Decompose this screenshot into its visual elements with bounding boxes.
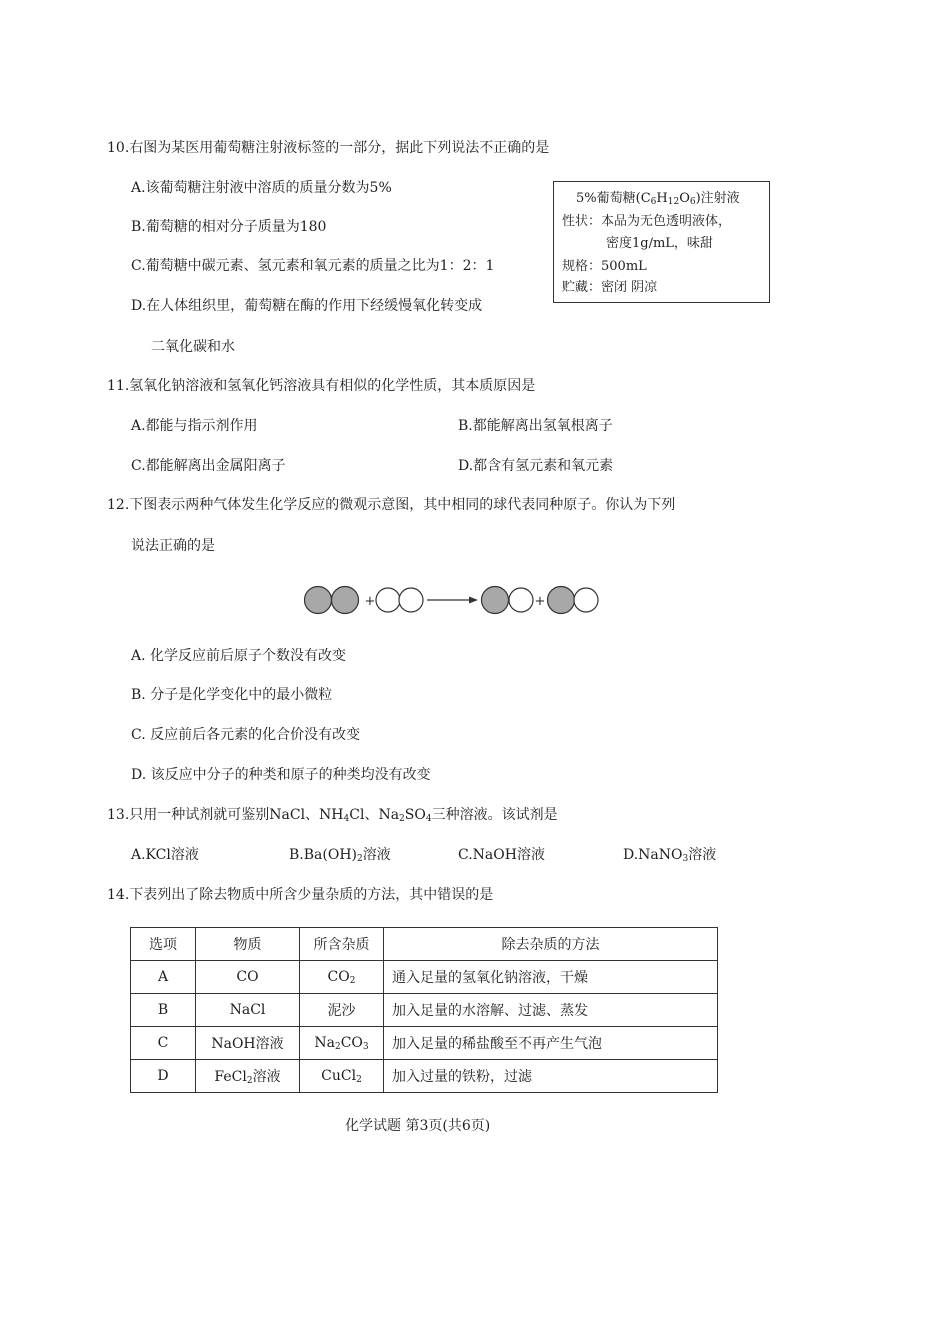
reaction-arrow [427,597,478,604]
reaction-diagram [300,580,605,620]
table-cell-impurity: $Na_2CO_3$ [300,1027,384,1060]
table-header-impurity: 所含杂质 [300,928,384,961]
reactant-molecule-1 [305,587,359,614]
table-cell-substance: NaCl [196,994,300,1027]
table-header-method: 除去杂质的方法 [384,928,718,961]
q11-option-c: C.都能解离出金属阳离子 [131,458,286,474]
glucose-label-title: 5%葡萄糖$(C_6H_{12}O_6)$注射液 [576,191,740,207]
table-cell-method: 加入足量的水溶解、过滤、蒸发 [384,994,718,1027]
reactant-molecule-2 [376,588,423,612]
q10-option-a: A.该葡萄糖注射液中溶质的质量分数为5% [131,180,392,196]
q11-option-b: B.都能解离出氢氧根离子 [458,418,613,434]
q10-option-d-line2: 二氧化碳和水 [151,339,235,355]
table-cell-impurity: 泥沙 [300,994,384,1027]
table-cell-option: C [131,1027,196,1060]
table-cell-substance: CO [196,961,300,994]
product-molecule-1 [482,587,534,614]
table-cell-impurity: CuCl$_2$ [300,1060,384,1093]
q13-option-b: $B.Ba(OH)_2$溶液 [289,847,391,864]
q14-stem: 14.下表列出了除去物质中所含少量杂质的方法，其中错误的是 [107,887,494,903]
q12-option-c: C. 反应前后各元素的化合价没有改变 [131,727,361,743]
impurity-removal-table [130,927,718,1093]
table-row [131,994,718,1027]
table-header-row [131,928,718,961]
plus-sign-1: + [364,594,376,609]
q12-option-a: A. 化学反应前后原子个数没有改变 [131,648,347,664]
q10-option-c: C.葡萄糖中碳元素、氢元素和氧元素的质量之比为1：2：1 [131,258,495,274]
glucose-label-storage: 贮藏：密闭 阴凉 [562,280,658,295]
q13-option-a: A.KCl溶液 [131,847,199,863]
q13-stem: 13.只用一种试剂就可鉴别NaCl、$NH_4Cl$、$Na_2SO_4$三种溶液。该试剂是 [107,807,558,824]
table-header-substance: 物质 [196,928,300,961]
table-cell-method: 加入足量的稀盐酸至不再产生气泡 [384,1027,718,1060]
glucose-label-property: 性状：本品为无色透明液体， [562,214,732,229]
q12-stem-line1: 12.下图表示两种气体发生化学反应的微观示意图，其中相同的球代表同种原子。你认为下列 [107,497,676,513]
q12-option-d: D. 该反应中分子的种类和原子的种类均没有改变 [131,767,431,783]
q11-option-a: A.都能与指示剂作用 [131,418,258,434]
q12-option-b: B. 分子是化学变化中的最小微粒 [131,687,333,703]
table-header-option: 选项 [131,928,196,961]
page-footer: 化学试题 第3页(共6页) [345,1118,491,1134]
table-cell-method: 通入足量的氢氧化钠溶液，干燥 [384,961,718,994]
table-cell-method: 加入过量的铁粉，过滤 [384,1060,718,1093]
plus-sign-2: + [534,594,546,609]
q12-stem-line2: 说法正确的是 [131,538,215,554]
q11-stem: 11.氢氧化钠溶液和氢氧化钙溶液具有相似的化学性质，其本质原因是 [107,378,536,394]
table-cell-option: A [131,961,196,994]
table-row [131,961,718,994]
q11-option-d: D.都含有氢元素和氧元素 [458,458,614,474]
glucose-label-density: 密度1g/mL，味甜 [606,236,713,251]
q13-option-c: C.NaOH溶液 [458,847,545,863]
table-cell-option: B [131,994,196,1027]
table-row [131,1060,718,1093]
table-cell-substance: FeCl$_2$溶液 [196,1060,300,1093]
table-cell-substance: NaOH溶液 [196,1027,300,1060]
q10-stem: 10.右图为某医用葡萄糖注射液标签的一部分，据此下列说法不正确的是 [107,140,550,156]
glucose-label-spec: 规格：500mL [562,259,647,274]
q10-option-d-line1: D.在人体组织里，葡萄糖在酶的作用下经缓慢氧化转变成 [131,298,483,314]
glucose-label-box [553,181,770,303]
table-row [131,1027,718,1060]
table-cell-option: D [131,1060,196,1093]
q13-option-d: D.NaNO$_3$溶液 [623,847,717,864]
q10-option-b: B.葡萄糖的相对分子质量为180 [131,219,327,235]
product-molecule-2 [548,587,599,614]
table-cell-impurity: $CO_2$ [300,961,384,994]
